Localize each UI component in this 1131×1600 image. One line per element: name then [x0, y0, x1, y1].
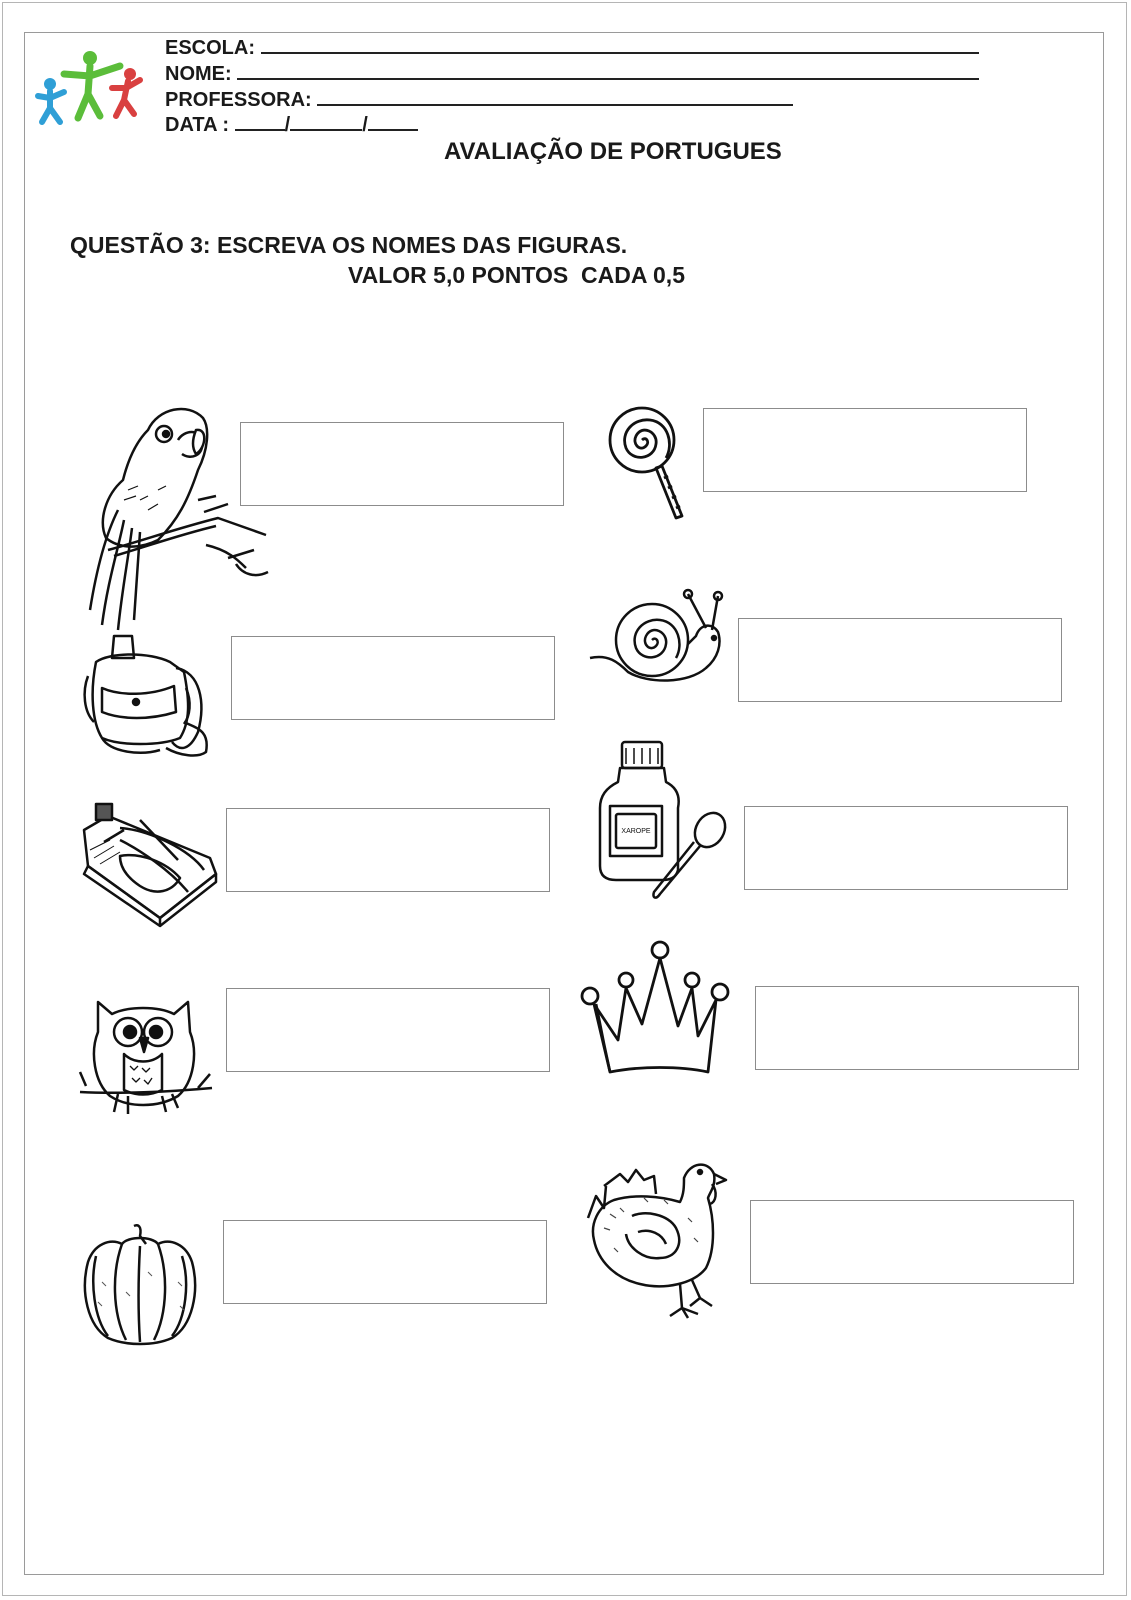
syrup-label: XAROPE [621, 828, 651, 835]
name-field [165, 62, 979, 86]
school-logo-icon [34, 44, 146, 128]
question-text: QUESTÃO 3: ESCREVA OS NOMES DAS FIGURAS. [70, 232, 628, 258]
page-title: AVALIAÇÃO DE PORTUGUES [444, 138, 782, 165]
date-field [165, 113, 418, 137]
backpack-icon [80, 632, 216, 760]
school-field [165, 36, 979, 60]
date-separator: / [284, 114, 291, 136]
date-month-blank[interactable] [290, 113, 362, 131]
owl-icon [78, 992, 214, 1120]
answer-box[interactable] [223, 1220, 547, 1304]
school-blank-line[interactable] [261, 36, 979, 54]
question-value: VALOR 5,0 PONTOS CADA 0,5 [348, 262, 685, 288]
answer-box[interactable] [703, 408, 1027, 492]
answer-box[interactable] [226, 808, 550, 892]
mousetrap-icon [80, 800, 222, 930]
school-label: ESCOLA: [165, 37, 255, 59]
teacher-blank-line[interactable] [317, 88, 793, 106]
name-label: NOME: [165, 63, 232, 85]
answer-box[interactable] [744, 806, 1068, 890]
date-year-blank[interactable] [368, 113, 418, 131]
answer-box[interactable] [755, 986, 1079, 1070]
answer-box[interactable] [231, 636, 555, 720]
teacher-label: PROFESSORA: [165, 89, 312, 111]
pumpkin-icon [82, 1222, 198, 1346]
answer-box[interactable] [226, 988, 550, 1072]
date-separator: / [362, 114, 368, 136]
name-blank-line[interactable] [237, 62, 979, 80]
answer-box[interactable] [240, 422, 564, 506]
lollipop-icon [606, 404, 690, 522]
snail-icon [588, 588, 734, 692]
date-label: DATA : [165, 114, 230, 136]
answer-box[interactable] [750, 1200, 1074, 1284]
syrup-bottle-icon [596, 738, 732, 904]
answer-box[interactable] [738, 618, 1062, 702]
date-day-blank[interactable] [235, 113, 285, 131]
crown-icon [580, 940, 732, 1076]
turkey-icon [584, 1158, 734, 1322]
teacher-field [165, 88, 793, 112]
